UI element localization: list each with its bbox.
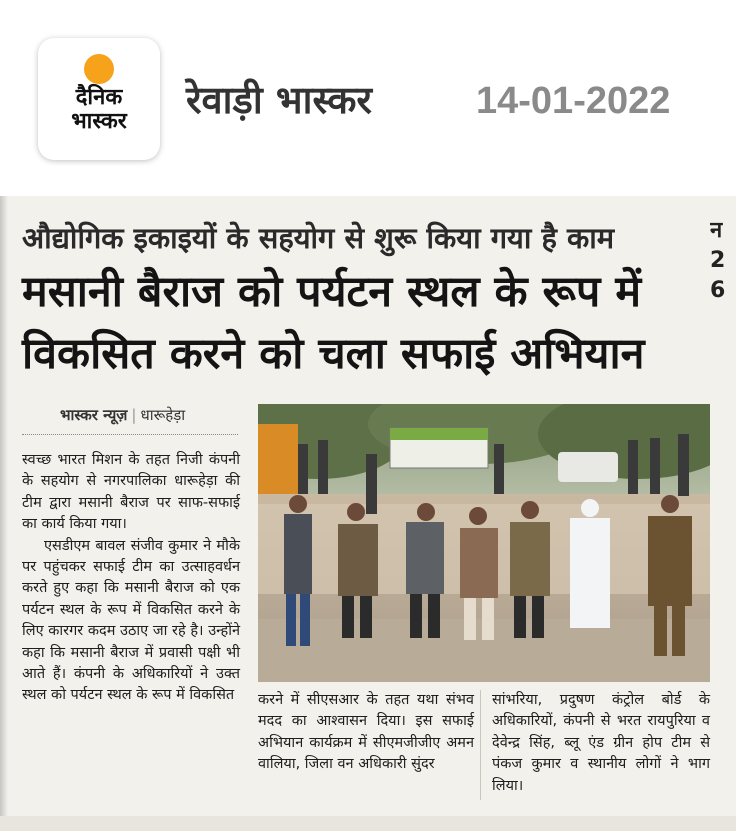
headline-line-1: मसानी बैराज को पर्यटन स्थल के रूप में xyxy=(22,267,642,317)
article-photo[interactable] xyxy=(258,404,710,682)
article-column-3: सांभरिया, प्रदुषण कंट्रोल बोर्ड के अधिकारियों, कंपनी से भरत रायपुरिया व देवेन्द्र सिंह, ब्लू एंड ग्रीन होप टीम से पंकज कुमार व स्थानीय लोगों ने भाग लिया। xyxy=(492,692,710,794)
page-edge-shadow xyxy=(0,196,8,831)
byline-divider xyxy=(22,434,238,435)
byline-source: भास्कर न्यूज़ xyxy=(60,406,128,424)
adjacent-article-edge: न 2 6 xyxy=(710,218,726,303)
photo-illustration xyxy=(258,404,710,682)
paragraph-1: स्वच्छ भारत मिशन के तहत निजी कंपनी के सहयोग से नगरपालिका धारूहेड़ा की टीम द्वारा मसानी बैराज पर साफ-सफाई का कार्य किया गया। xyxy=(22,452,240,533)
app-header xyxy=(0,0,736,196)
newspaper-clipping xyxy=(0,196,736,831)
article-kicker: औद्योगिक इकाइयों के सहयोग से शुरू किया गया है काम xyxy=(22,221,615,255)
edition-date: 14-01-2022 xyxy=(476,80,671,122)
paragraph-2: एसडीएम बावल संजीव कुमार ने मौके पर पहुंचकर सफाई टीम का उत्साहवर्धन करते हुए कहा कि मसानी बैराज को एक पर्यटन स्थल के रूप में विकसित करने के लिए कारगर कदम उठाए जा रहे है। उन्होंने कहा कि मसानी बैराज में प्रवासी पक्षी भी आते हैं। कंपनी के अधिकारियों ने उक्त स्थल को पर्यटन स्थल के रूप में विकसित xyxy=(22,537,240,704)
article-column-2: करने में सीएसआर के तहत यथा संभव मदद का आश्वासन दिया। इस सफाई अभियान कार्यक्रम में सीएमजीजीए अमन वालिया, जिला वन अधिकारी सुंदर xyxy=(258,692,474,773)
edition-title: रेवाड़ी भास्कर xyxy=(186,78,372,122)
dainik-bhaskar-logo[interactable] xyxy=(38,38,160,160)
logo-text-line1: दैनिक xyxy=(75,85,123,110)
column-divider xyxy=(480,690,481,800)
next-article-strip xyxy=(0,816,736,831)
byline-place: धारूहेड़ा xyxy=(140,406,186,424)
byline: भास्कर न्यूज़ | धारूहेड़ा xyxy=(60,406,186,424)
logo-text-line2: भास्कर xyxy=(71,109,127,134)
sun-icon xyxy=(84,54,114,84)
headline-line-2: विकसित करने को चला सफाई अभियान xyxy=(22,329,645,379)
article-column-1 xyxy=(22,450,240,707)
